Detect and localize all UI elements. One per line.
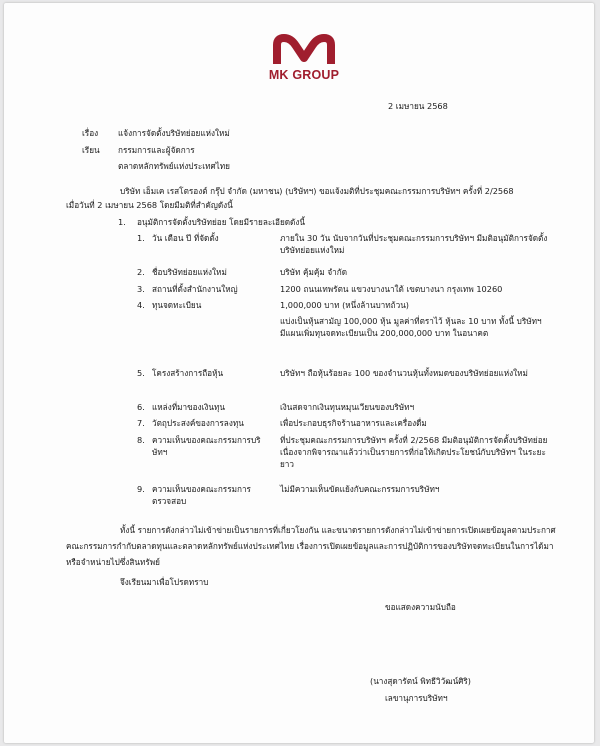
signer-name: (นางสุดารัตน์ พิทธีวิวัฒน์ศิริ)	[370, 676, 471, 686]
detail-value: ที่ประชุมคณะกรรมการบริษัทฯ ครั้งที่ 2/2568 มีมติอนุมัติการจัดตั้งบริษัทย่อย เนื่องจากพิจารณาแล้วว่าเป็นรายการที่ก่อให้เกิดประโยชน์กับบริษัทฯ ในระยะยาว	[280, 435, 548, 469]
detail-label: ความเห็นของคณะกรรมการบริษัทฯ	[152, 435, 261, 457]
closing-regards: ขอแสดงความนับถือ	[385, 602, 456, 612]
letter-page	[4, 3, 594, 743]
detail-number: 3.	[137, 284, 145, 294]
section-title: อนุมัติการจัดตั้งบริษัทย่อย โดยมีรายละเอียดดังนี้	[137, 217, 305, 227]
intro-line-2: เมื่อวันที่ 2 เมษายน 2568 โดยมีมติที่สำคัญดังนี้	[66, 200, 233, 210]
company-logo	[259, 33, 349, 89]
detail-value: ภายใน 30 วัน นับจากวันที่ประชุมคณะกรรมการบริษัทฯ มีมติอนุมัติการจัดตั้งบริษัทย่อยแห่งใหม่	[280, 233, 548, 255]
logo-wordmark: MK GROUP	[268, 68, 340, 82]
closing-notice: จึงเรียนมาเพื่อโปรดทราบ	[120, 577, 209, 587]
detail-value: บริษัท คุ้มคุ้ม จำกัด	[280, 267, 348, 277]
signer-title: เลขานุการบริษัทฯ	[385, 693, 448, 703]
detail-label: วัน เดือน ปี ที่จัดตั้ง	[152, 233, 219, 243]
detail-label: ความเห็นของคณะกรรมการตรวจสอบ	[152, 484, 251, 506]
detail-number: 4.	[137, 300, 145, 310]
detail-number: 8.	[137, 435, 145, 445]
subject-text: แจ้งการจัดตั้งบริษัทย่อยแห่งใหม่	[118, 128, 230, 138]
recipient-label: เรียน	[82, 145, 100, 155]
detail-label: โครงสร้างการถือหุ้น	[152, 368, 224, 378]
recipient-line-1: กรรมการและผู้จัดการ	[118, 145, 195, 155]
intro-line-1: บริษัท เอ็มเค เรสโตรองต์ กรุ๊ป จำกัด (มหาชน) (บริษัทฯ) ขอแจ้งมติที่ประชุมคณะกรรมการบริษัทฯ ครั้งที่ 2/2568	[120, 186, 514, 196]
detail-value: เพื่อประกอบธุรกิจร้านอาหารและเครื่องดื่ม	[280, 418, 427, 428]
detail-value: บริษัทฯ ถือหุ้นร้อยละ 100 ของจำนวนหุ้นทั้งหมดของบริษัทย่อยแห่งใหม่	[280, 368, 528, 378]
closing-paragraph: ทั้งนี้ รายการดังกล่าวไม่เข้าข่ายเป็นรายการที่เกี่ยวโยงกัน และขนาดรายการดังกล่าวไม่เข้าข่ายการเปิดเผยข้อมูลตามประกาศคณะกรรมการกำกับตลาดทุนและตลาดหลักทรัพย์แห่งประเทศไทย เรื่องการเปิดเผยข้อมูลและการปฏิบัติการของบริษัทจดทะเบียนในการได้มาหรือจำหน่ายไปซึ่งสินทรัพย์	[66, 525, 556, 567]
detail-label: ทุนจดทะเบียน	[152, 300, 202, 310]
detail-label: ชื่อบริษัทย่อยแห่งใหม่	[152, 267, 227, 277]
detail-number: 1.	[137, 233, 145, 243]
subject-label: เรื่อง	[82, 128, 99, 138]
mk-logo-icon	[272, 33, 336, 67]
letter-date: 2 เมษายน 2568	[388, 101, 448, 111]
section-number: 1.	[118, 217, 126, 227]
detail-number: 7.	[137, 418, 145, 428]
detail-number: 9.	[137, 484, 145, 494]
detail-label: วัตถุประสงค์ของการลงทุน	[152, 418, 244, 428]
detail-value: ไม่มีความเห็นขัดแย้งกับคณะกรรมการบริษัทฯ	[280, 484, 440, 494]
detail-value: เงินสดจากเงินทุนหมุนเวียนของบริษัทฯ	[280, 402, 415, 412]
detail-number: 2.	[137, 267, 145, 277]
detail-value: 1200 ถนนเทพรัตน แขวงบางนาใต้ เขตบางนา กรุงเทพ 10260	[280, 284, 503, 294]
detail-number: 6.	[137, 402, 145, 412]
detail-label: แหล่งที่มาของเงินทุน	[152, 402, 225, 412]
detail-number: 5.	[137, 368, 145, 378]
recipient-line-2: ตลาดหลักทรัพย์แห่งประเทศไทย	[118, 161, 230, 171]
detail-value-continued: แบ่งเป็นหุ้นสามัญ 100,000 หุ้น มูลค่าที่ตราไว้ หุ้นละ 10 บาท ทั้งนี้ บริษัทฯ มีแผนเพิ่มทุนจดทะเบียนเป็น 200,000,000 บาท ในอนาคต	[280, 316, 542, 338]
detail-value: 1,000,000 บาท (หนึ่งล้านบาทถ้วน)	[280, 300, 410, 310]
detail-label: สถานที่ตั้งสำนักงานใหญ่	[152, 284, 238, 294]
